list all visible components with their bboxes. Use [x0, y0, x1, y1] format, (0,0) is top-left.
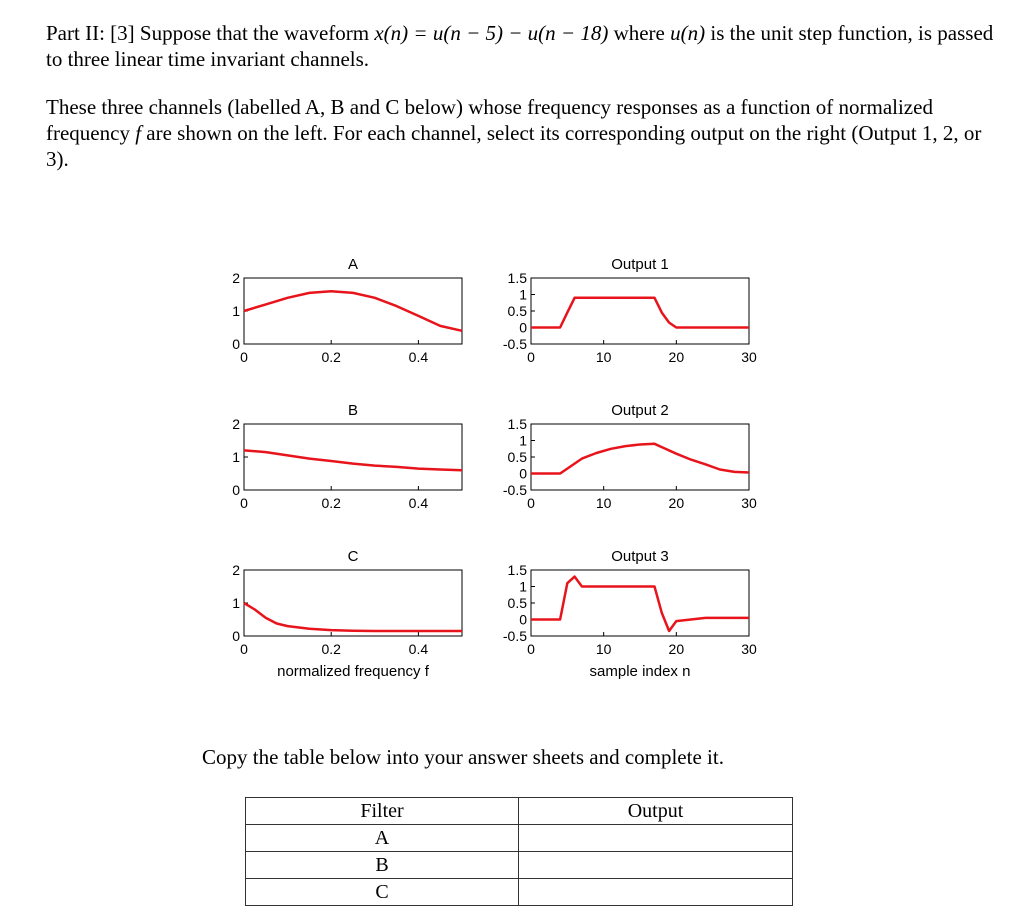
table-instruction: Copy the table below into your answer sheets and complete it.	[202, 745, 724, 769]
x-tick-label: 0.4	[408, 349, 429, 365]
header-filter: Filter	[246, 798, 519, 825]
plot-frame	[244, 570, 462, 636]
plot-title: Output 1	[611, 256, 669, 273]
plot-title: C	[347, 548, 359, 565]
x-tick-label: 20	[668, 495, 685, 511]
series-line	[244, 450, 462, 470]
y-tick-label: 1.5	[507, 562, 527, 578]
unit-step-symbol: u(n)	[670, 21, 706, 45]
x-tick-label: 0.2	[321, 641, 341, 657]
filter-cell: A	[246, 825, 519, 852]
y-tick-label: 2	[232, 270, 240, 286]
series-line	[244, 603, 462, 631]
series-line	[244, 291, 462, 331]
x-tick-label: 0	[240, 349, 248, 365]
x-tick-label: 0	[240, 495, 248, 511]
y-tick-label: 2	[232, 562, 240, 578]
table-row	[246, 825, 793, 852]
plot-title: Output 2	[611, 402, 669, 419]
plot-frame	[531, 424, 749, 490]
waveform-equation: x(n) = u(n − 5) − u(n − 18)	[374, 21, 609, 45]
y-tick-label: -0.5	[502, 482, 527, 498]
table-header-row	[246, 798, 793, 825]
output-cell[interactable]	[519, 852, 793, 879]
y-tick-label: 1	[519, 286, 527, 303]
y-tick-label: 1	[519, 432, 527, 449]
plot-title: B	[347, 402, 359, 419]
y-tick-label: 0	[232, 336, 240, 352]
x-tick-label: 0.4	[408, 495, 429, 511]
y-tick-label: 0	[519, 611, 527, 628]
table-row	[246, 852, 793, 879]
y-tick-label: 0.5	[507, 595, 527, 611]
table-row	[246, 879, 793, 906]
x-tick-label: 10	[595, 495, 612, 511]
plot-frame	[244, 424, 462, 490]
y-tick-label: -0.5	[502, 628, 527, 644]
y-tick-label: -0.5	[502, 336, 527, 352]
channels-text: is the unit step function, is passed to three linear time invariant channels.	[46, 21, 994, 71]
part-ii-intro-text: Part II: [3] Suppose that the waveform	[46, 21, 375, 45]
x-tick-label: 0	[240, 641, 248, 657]
output-cell[interactable]	[519, 879, 793, 906]
plot-title: A	[347, 256, 359, 273]
y-tick-label: 2	[232, 416, 240, 432]
x-tick-label: 0	[527, 495, 535, 511]
channels-description: These three channels (labelled A, B and C below) whose frequency responses as a function of normalized frequency	[46, 95, 933, 145]
plot-panel-5	[503, 402, 757, 511]
filter-cell: C	[246, 879, 519, 906]
x-tick-label: 20	[668, 349, 685, 365]
x-tick-label: 10	[595, 641, 612, 657]
y-tick-label: 1	[232, 303, 240, 319]
y-tick-label: 0.5	[507, 303, 527, 319]
y-tick-label: 0	[232, 482, 240, 498]
where-text: where	[608, 21, 671, 45]
x-tick-label: 0.2	[321, 349, 341, 365]
x-tick-label: 30	[741, 641, 757, 657]
y-tick-label: 1	[519, 578, 527, 595]
plot-frame	[244, 278, 462, 344]
plot-title: Output 3	[611, 548, 669, 565]
plot-frame	[531, 278, 749, 344]
x-tick-label: 0.2	[321, 495, 341, 511]
plot-panel-1	[232, 256, 462, 365]
frequency-symbol: f	[135, 121, 142, 145]
x-axis-label: sample index n	[589, 663, 691, 680]
x-axis-label: normalized frequency f	[277, 663, 429, 680]
y-tick-label: 0	[519, 319, 527, 336]
x-tick-label: 0	[527, 641, 535, 657]
y-tick-label: 1	[232, 449, 240, 465]
filter-cell: B	[246, 852, 519, 879]
x-tick-label: 30	[741, 495, 757, 511]
y-tick-label: 0.5	[507, 449, 527, 465]
select-output-text: are shown on the left. For each channel, select its corresponding output on the right (Output 1, 2, or 3).	[46, 121, 982, 171]
answer-table	[245, 797, 793, 906]
x-tick-label: 0	[527, 349, 535, 365]
y-tick-label: 1.5	[507, 416, 527, 432]
plot-panel-6	[503, 548, 757, 680]
x-tick-label: 20	[668, 641, 685, 657]
y-tick-label: 0	[519, 465, 527, 482]
series-line	[531, 577, 749, 631]
x-tick-label: 30	[741, 349, 757, 365]
plot-panel-2	[232, 402, 462, 511]
x-tick-label: 10	[595, 349, 612, 365]
plot-panel-4	[503, 256, 757, 365]
series-line	[531, 298, 749, 328]
x-tick-label: 0.4	[408, 641, 429, 657]
header-output: Output	[519, 798, 793, 825]
series-line	[531, 444, 749, 474]
plot-panel-3	[232, 548, 462, 680]
y-tick-label: 0	[232, 628, 240, 644]
y-tick-label: 1.5	[507, 270, 527, 286]
output-cell[interactable]	[519, 825, 793, 852]
y-tick-label: 1	[232, 595, 240, 611]
